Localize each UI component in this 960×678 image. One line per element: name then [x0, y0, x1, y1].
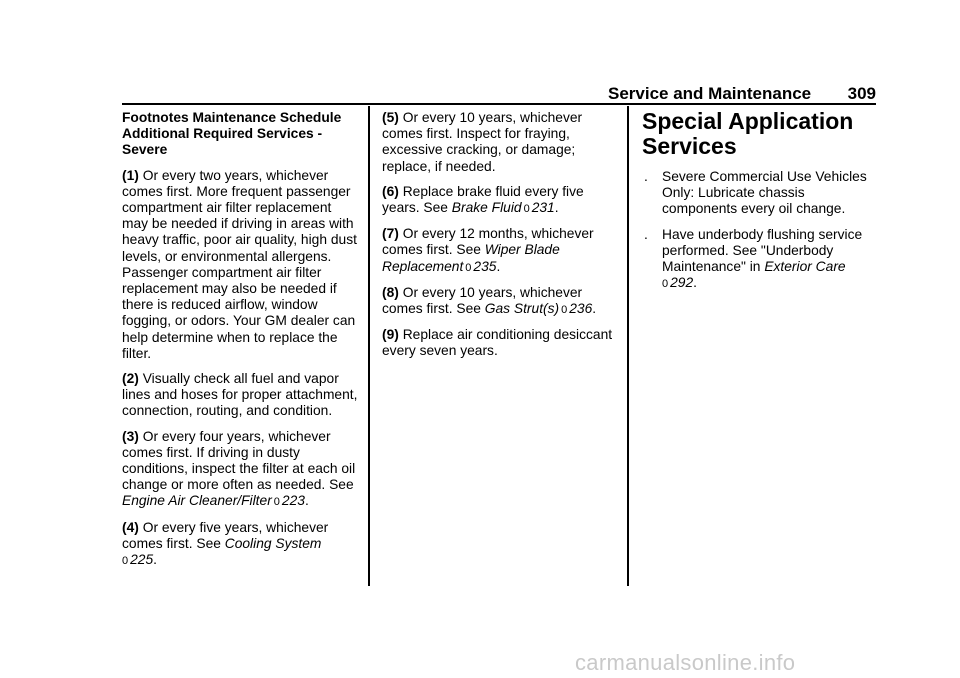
page-reference[interactable]: 235	[473, 258, 497, 274]
punctuation: .	[693, 275, 697, 291]
cross-reference-link[interactable]: Gas Strut(s)	[484, 301, 560, 317]
bullet-text: Have underbody flushing service performed. See "Underbody Maintenance" in	[662, 226, 863, 275]
page-header	[606, 83, 876, 105]
page-reference[interactable]: 292	[670, 275, 694, 291]
footnote-7	[382, 226, 617, 276]
column-3	[642, 110, 880, 301]
page-arrow-icon: 0	[523, 203, 530, 216]
cross-reference-link[interactable]: Wiper Blade Replacement	[382, 242, 560, 274]
footnote-8	[382, 285, 617, 318]
page-arrow-icon: 0	[465, 261, 472, 274]
page-arrow-icon: 0	[662, 278, 669, 291]
punctuation: .	[153, 552, 157, 568]
footnote-text: Replace air conditioning desiccant every seven years.	[382, 327, 613, 359]
footnote-4	[122, 520, 360, 570]
column-1	[122, 110, 360, 578]
footnote-5	[382, 110, 617, 175]
special-services-title: Special Application Services	[642, 108, 854, 159]
footnote-9	[382, 327, 617, 359]
bullet-icon: .	[644, 169, 648, 184]
punctuation: .	[304, 493, 309, 509]
footnote-text: Visually check all fuel and vapor lines and hoses for proper attachment, connection, routing, and condition.	[122, 371, 358, 419]
watermark: carmanualsonline.info	[575, 650, 796, 675]
footnote-6	[382, 184, 617, 217]
footnotes-heading: Footnotes Maintenance Schedule Additional Required Services - Severe	[122, 110, 342, 158]
bullet-item	[642, 169, 880, 218]
footnote-number: (6)	[382, 183, 399, 199]
column-divider-1	[368, 106, 370, 586]
column-divider-2	[627, 106, 629, 586]
footnote-text: Or every four years, whichever comes first. If driving in dusty conditions, inspect the filter at each oil change or more often as needed. See	[122, 428, 356, 493]
page-reference[interactable]: 223	[281, 493, 305, 509]
page-number: 309	[847, 84, 876, 103]
footnote-3	[122, 429, 360, 511]
footnote-2	[122, 371, 360, 420]
punctuation: .	[592, 301, 597, 317]
footnote-1	[122, 168, 360, 362]
footnote-number: (2)	[122, 371, 139, 387]
cross-reference-link[interactable]: Cooling System	[224, 535, 322, 551]
punctuation: .	[554, 200, 559, 216]
bullet-icon: .	[644, 226, 648, 242]
header-rule	[122, 103, 876, 105]
cross-reference-link[interactable]: Exterior Care	[764, 259, 846, 275]
punctuation: .	[496, 258, 501, 274]
page-arrow-icon: 0	[122, 555, 129, 568]
footnote-number: (1)	[122, 167, 139, 183]
page-arrow-icon: 0	[273, 496, 280, 509]
cross-reference-link[interactable]: Engine Air Cleaner/Filter	[122, 493, 272, 509]
footnote-number: (5)	[382, 110, 399, 125]
section-title: Service and Maintenance	[608, 84, 812, 103]
footnote-text: Or every five years, whichever comes first. See	[122, 519, 329, 551]
page-reference[interactable]: 236	[569, 301, 593, 317]
column-2	[382, 110, 617, 369]
footnote-number: (3)	[122, 428, 139, 444]
page-reference[interactable]: 225	[130, 552, 154, 568]
page-arrow-icon: 0	[561, 304, 568, 317]
bullet-item	[642, 227, 880, 293]
footnote-text: Replace brake fluid every five years. See	[382, 183, 584, 216]
bullet-text: Severe Commercial Use Vehicles Only: Lubricate chassis components every oil change.	[662, 169, 867, 217]
footnote-number: (8)	[382, 284, 399, 300]
page-reference[interactable]: 231	[531, 200, 555, 216]
footnote-number: (9)	[382, 327, 399, 343]
cross-reference-link[interactable]: Brake Fluid	[451, 200, 522, 216]
footnote-text: Or every two years, whichever comes first. More frequent passenger compartment air filter replacement may be needed if driving in areas with heavy traffic, poor air quality, high dust levels, or environmental allergens. Passenger compartment air filter replacement may also be needed if there is reduced airflow, window fogging, or odors. Your GM dealer can help determine when to replace the filter.	[122, 167, 357, 361]
footnote-number: (7)	[382, 226, 399, 242]
footnote-text: Or every 10 years, whichever comes first. See	[382, 284, 583, 317]
footnote-text: Or every 12 months, whichever comes first. See	[382, 226, 594, 258]
footnote-text: Or every 10 years, whichever comes first. Inspect for fraying, excessive cracking, or damage; replace, if needed.	[382, 110, 583, 174]
footnote-number: (4)	[122, 519, 139, 535]
